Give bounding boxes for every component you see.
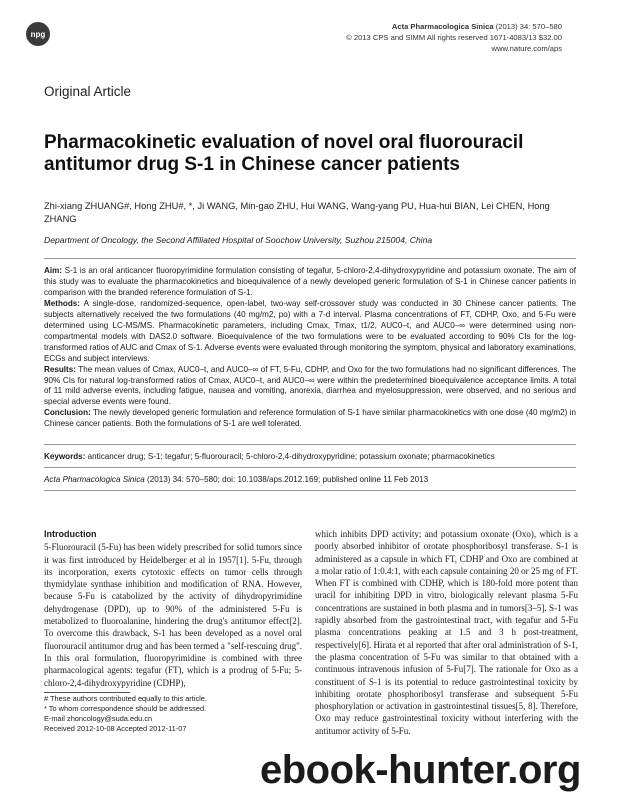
citation-top-rule — [44, 467, 576, 468]
npg-logo: npg — [26, 22, 50, 46]
article-type: Original Article — [44, 84, 132, 99]
intro-column-left — [44, 528, 302, 689]
keywords-top-rule — [44, 444, 576, 445]
conclusion-label: Conclusion: — [44, 408, 91, 418]
abstract-results — [44, 365, 576, 409]
footnote-correspondence: * To whom correspondence should be addressed. — [44, 703, 207, 713]
footnote-rule — [44, 692, 130, 693]
copyright-line: © 2013 CPS and SIMM All rights reserved 1671-4083/13 $32.00 — [346, 33, 562, 42]
journal-header-line1 — [82, 22, 562, 32]
journal-volume: (2013) 34: 570–580 — [495, 22, 562, 31]
citation-bottom-rule — [44, 490, 576, 491]
journal-url[interactable]: www.nature.com/aps — [491, 44, 562, 53]
intro-left-text: 5-Fluorouracil (5-Fu) has been widely prescribed for solid tumors since it was first introduced by Heidelberger et al in 1957[1]. 5-Fu, through its incorporation, exerts cytotoxic effects on tumor cells through thymidylate synthase inhibition and modification of RNA. However, because 5-Fu is catabolized by the activity of dihydropyrimidine dehydrogenase (DPD), up to 90% of the administered 5-Fu is metabolized to fluoroalanine, hindering the drug's antitumor effect[2]. To overcome this drawback, S-1 has been developed as a novel oral fluorouracil antitumor drug and has been termed a "self-rescuing drug". In this oral formulation, fluoropyrimidine is combined with three pharmacological agents: tegafur (FT), which is a prodrug of 5-Fu; 5-chloro-2,4-dihydroxypyridine (CDHP), — [44, 542, 302, 688]
footnotes — [44, 694, 294, 734]
citation-details[interactable]: (2013) 34: 570–580; doi: 10.1038/aps.2012.169; published online 11 Feb 2013 — [147, 475, 429, 484]
footnote-email[interactable]: E-mail zhoncology@suda.edu.cn — [44, 713, 153, 723]
abstract-top-rule — [44, 258, 576, 259]
citation-journal: Acta Pharmacologica Sinica — [44, 475, 145, 484]
citation — [44, 475, 576, 484]
results-text: The mean values of Cmax, AUC0–t, and AUC0–∞ of FT, 5-Fu, CDHP, and Oxo for the two formulations had no significant differences. The 90% CIs for natural log-transformed ratios of Cmax, AUC0–t, and AUC0–∞ were within the predetermined bioequivalence acceptance limits. A total of 11 mild adverse events, including fatigue, nausea and vomiting, anorexia, diarrhea and myelosuppression, were observed, and no serious and special adverse events were found. — [44, 364, 576, 407]
keywords-text: anticancer drug; S-1; tegafur; 5-fluorouracil; 5-chloro-2,4-dihydroxypyridine; potassium oxonate; pharmacokinetics — [87, 452, 495, 461]
footnote-dates: Received 2012-10-08 Accepted 2012-11-07 — [44, 723, 187, 733]
paper-title: Pharmacokinetic evaluation of novel oral fluorouracil antitumor drug S-1 in Chinese cancer patients — [44, 132, 524, 175]
aim-label: Aim: — [44, 266, 62, 275]
aim-text: S-1 is an oral anticancer fluoropyrimidine formulation consisting of tegafur, 5-chloro-2,4-dihydroxypyridine and potassium oxonate. The aim of this study was to evaluate the pharmacokinetics and bioequivalence of a newly developed generic formulation of S-1 in Chinese cancer patients in comparison with the branded reference formulation of S-1. — [44, 266, 577, 297]
methods-label: Methods: — [44, 298, 80, 308]
abstract-aim — [44, 266, 576, 299]
keywords — [44, 452, 576, 461]
intro-heading: Introduction — [44, 529, 97, 539]
results-label: Results: — [44, 364, 76, 374]
methods-text: A single-dose, randomized-sequence, open-label, two-way self-crossover study was conducted in 30 Chinese cancer patients. The subjects alternatively received the two formulations (40 mg/m2, po) with a 7-d interval. Plasma concentrations of FT, CDHP, Oxo, and 5-Fu were determined using LC-MS/MS. Pharmacokinetic parameters, including Cmax, Tmax, t1/2, AUC0–t, and AUC0–∞ were determined using non-compartmental models with DAS2.0 software. Bioequivalence of the two formulations were to be evaluated according to 90% CIs for the log-transformed ratios of AUC and Cmax of S-1. Adverse events were evaluated through monitoring the symptom, physical and laboratory examinations, ECGs and subject interviews. — [44, 298, 577, 363]
abstract — [44, 266, 576, 430]
journal-name: Acta Pharmacologica Sinica — [391, 22, 494, 31]
conclusion-text: The newly developed generic formulation and reference formulation of S-1 have similar pharmacokinetics with one dose (40 mg/m2) in Chinese cancer patients. Both the formulations of S-1 are well tolerated. — [44, 408, 576, 429]
intro-right-text: which inhibits DPD activity; and potassium oxonate (Oxo), which is a poorly absorbed inhibitor of orotate phosphoribosyl transferase. S-1 is administered as a capsule in which FT, CDHP and Oxo are combined at a molar ratio of 1:0.4:1, with each capsule containing 20 or 25 mg of FT. When FT is combined with CDHP, which is 180-fold more potent than uracil for inhibiting DPD in vitro, biologically relevant plasma 5-Fu concentrations are sustained in both plasma and in tumors[3–5]. S-1 was rapidly absorbed from the gastrointestinal tract, with tegafur and 5-Fu plasma concentrations peaking at 1.5 and 3 h post-treatment, respectively[6]. Hirata et al reported that after oral administration of S-1, the plasma concentration of 5-Fu was similar to that obtained with a continuous intravenous infusion of 5-Fu[7]. The rationale for Oxo as a constituent of S-1 is its potential to reduce gastrointestinal toxicity by inhibiting orotate phosphoribosyl transferase and subsequent 5-Fu phosphorylation or activation in gastrointestinal tissues[5, 8]. Therefore, Oxo may reduce gastrointestinal toxicity without interfering with the antitumor activity of 5-Fu. — [315, 529, 578, 736]
affiliation: Department of Oncology, the Second Affiliated Hospital of Soochow University, Suzhou 215004, China — [44, 235, 433, 245]
intro-column-right — [315, 528, 578, 737]
abstract-methods — [44, 299, 576, 365]
keywords-label: Keywords: — [44, 452, 86, 461]
author-list: Zhi-xiang ZHUANG#, Hong ZHU#, *, Ji WANG, Min-gao ZHU, Hui WANG, Wang-yang PU, Hua-hui BIAN, Lei CHEN, Hong ZHANG — [44, 201, 550, 224]
watermark: ebook-hunter.org — [260, 748, 581, 792]
footnote-equal-contribution: # These authors contributed equally to this article. — [44, 694, 207, 703]
abstract-conclusion — [44, 408, 576, 430]
